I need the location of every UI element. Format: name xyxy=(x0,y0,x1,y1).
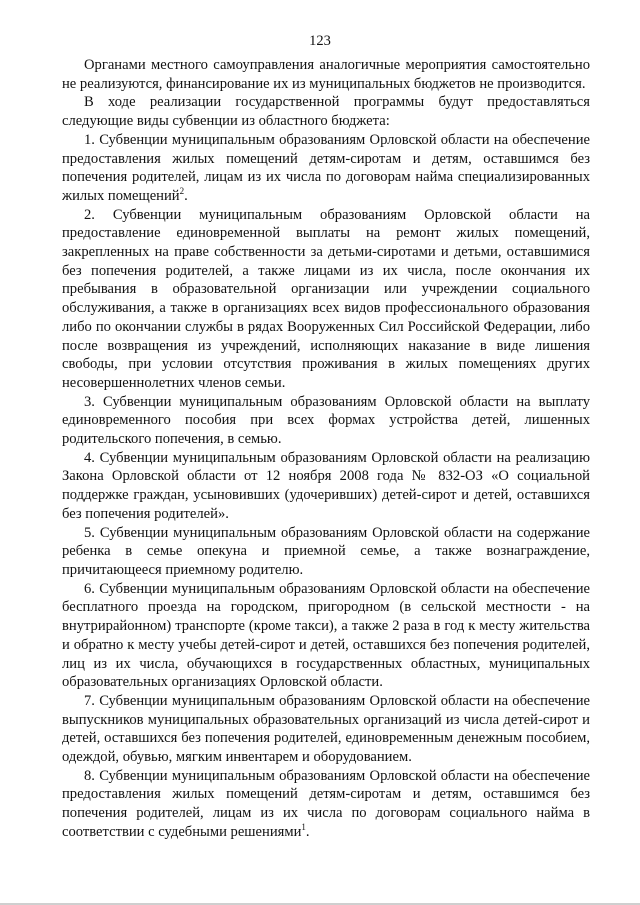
paragraph-text: 1. Субвенции муниципальным образованиям Орловской области на обеспечение предоставления жилых помещений детям-сиротам и детям, оставшимся без попечения родителей, лицам из их числа по договорам найма специализированных жилых помещений xyxy=(62,131,590,204)
paragraph-subvention-2: 2. Субвенции муниципальным образованиям Орловской области на предоставление единовременной выплаты на ремонт жилых помещений, закрепленных на праве собственности за детьми-сиротами и детьми, оставшимися без попечения родителей, а также лицами из их числа, после окончания их пребывания в образовательной организации или учреждении социального обслуживания, а также в организациях всех видов профессионального образования либо по окончании службы в рядах Вооруженных Сил Российской Федерации, либо после возвращения из учреждений, исполняющих наказание в виде лишения свободы, при условии отсутствия проживания в жилых помещениях других несовершеннолетних членов семьи. xyxy=(62,206,590,391)
footnote-ref: 1 xyxy=(301,821,306,832)
paragraph-end: . xyxy=(305,823,310,840)
paragraph-subvention-3: 3. Субвенции муниципальным образованиям Орловской области на выплату единовременного пособия при всех формах устройства детей, лишенных родительского попечения, в семью. xyxy=(62,393,590,448)
paragraph-subvention-8 xyxy=(62,767,590,842)
paragraph-intro: Органами местного самоуправления аналогичные мероприятия самостоятельно не реализуются, финансирование их из муниципальных бюджетов не производится. xyxy=(62,57,590,92)
paragraph-subvention-4: 4. Субвенции муниципальным образованиям Орловской области на реализацию Закона Орловской области от 12 ноября 2008 года № 832-ОЗ «О социальной поддержке граждан, усыновивших (удочеривших) детей-сирот и детей, оставшихся без попечения родителей». xyxy=(62,449,590,522)
page-number: 123 xyxy=(309,33,331,49)
paragraph-subvention-list-intro: В ходе реализации государственной программы будут предоставляться следующие виды субвенции из областного бюджета: xyxy=(62,94,590,130)
paragraph-text: 8. Субвенции муниципальным образованиям Орловской области на обеспечение предоставления жилых помещений детям-сиротам и детям, оставшимся без попечения родителей, лицам из их числа по договорам социального найма в соответствии с судебными решениями xyxy=(62,767,590,840)
document-body xyxy=(62,56,590,842)
paragraph-subvention-1 xyxy=(62,131,590,206)
paragraph-subvention-7: 7. Субвенции муниципальным образованиям Орловской области на обеспечение выпускников муниципальных образовательных организаций из числа детей-сирот и детей, оставшихся без попечения родителей, единовременным денежным пособием, одеждой, обувью, мягким инвентарем и оборудованием. xyxy=(62,692,590,766)
paragraph-end: . xyxy=(184,187,188,204)
footnote-ref: 2 xyxy=(179,186,185,197)
paragraph-subvention-5: 5. Субвенции муниципальным образованиям Орловской области на содержание ребенка в семье опекуна и приемной семье, а также вознаграждение, причитающееся приемному родителю. xyxy=(62,524,590,578)
paragraph-subvention-6: 6. Субвенции муниципальным образованиям Орловской области на обеспечение бесплатного проезда на городском, пригородном (в сельской местности - на внутрирайонном) транспорте (кроме такси), а также 2 раза в год к месту жительства и обратно к месту учебы детей-сирот и детей, оставшихся без попечения родителей, лиц из их числа, обучающихся в государственных областных, муниципальных образовательных организациях Орловской области. xyxy=(62,580,590,691)
